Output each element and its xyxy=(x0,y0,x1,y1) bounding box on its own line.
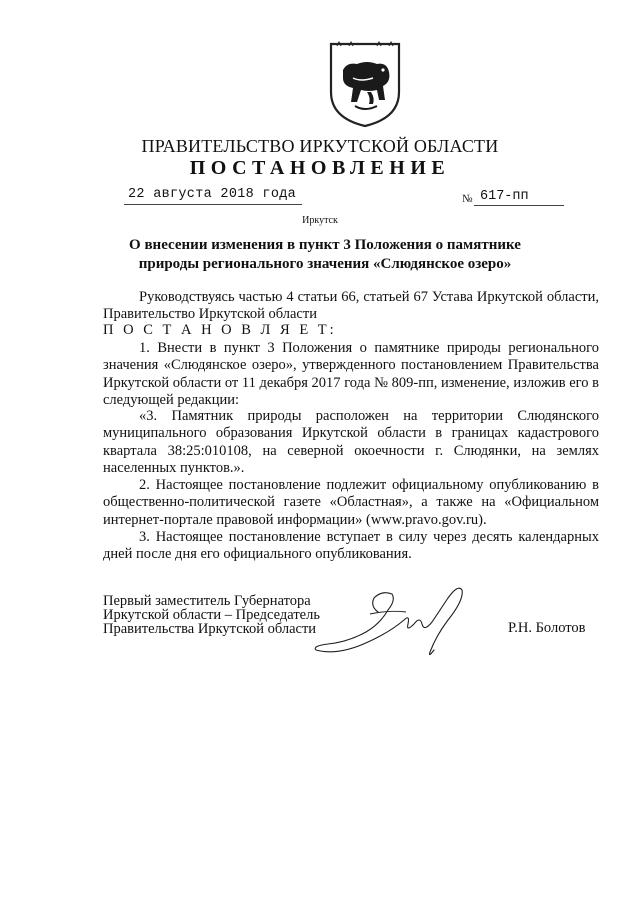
preamble-paragraph: Руководствуясь частью 4 статьи 66, статьей 67 Устава Иркутской области, Правительство Иркутской области xyxy=(103,289,599,323)
decree-word: П О С Т А Н О В Л Я Е Т: xyxy=(103,322,337,338)
paragraph-1-quote: «3. Памятник природы расположен на территории Слюдянского муниципального образования Иркутской области в границах кадастрового квартала 38:25:010108, на северной окоечности г. Слюдянки, на землях населенных пунктов.». xyxy=(103,408,599,476)
number-underline xyxy=(474,205,564,206)
number-sign: № xyxy=(462,193,473,205)
document-number: 617-пп xyxy=(480,189,529,204)
document-city: Иркутск xyxy=(302,215,338,226)
document-subject: О внесении изменения в пункт 3 Положения о памятнике природы регионального значения «Слюдянское озеро» xyxy=(129,237,521,272)
date-underline xyxy=(124,204,302,205)
signatory-position-line: Первый заместитель Губернатора xyxy=(103,593,311,609)
signatory-name: Р.Н. Болотов xyxy=(508,620,586,636)
handwritten-signature xyxy=(308,580,473,660)
signatory-position-line: Иркутской области – Председатель xyxy=(103,607,320,623)
signatory-position-line: Правительства Иркутской области xyxy=(103,621,317,637)
document-date: 22 августа 2018 года xyxy=(128,187,297,202)
paragraph-3: 3. Настоящее постановление вступает в силу через десять календарных дней после дня его официального опубликования. xyxy=(103,529,599,563)
government-name: ПРАВИТЕЛЬСТВО ИРКУТСКОЙ ОБЛАСТИ xyxy=(141,136,499,156)
paragraph-1: 1. Внести в пункт 3 Положения о памятнике природы регионального значения «Слюдянское озеро», утвержденного постановлением Правительства Иркутской области от 11 декабря 2017 года № 809-пп, изменение, изложив его в следующей редакции: xyxy=(103,340,599,408)
paragraph-2: 2. Настоящее постановление подлежит официальному опубликованию в общественно-политической газете «Областная», а также на «Официальном интернет-портале правовой информации» (www.pravo.gov.ru). xyxy=(103,477,599,528)
signatory-position xyxy=(103,594,320,636)
document-type: ПОСТАНОВЛЕНИЕ xyxy=(189,157,451,179)
coat-of-arms-icon xyxy=(327,40,403,128)
